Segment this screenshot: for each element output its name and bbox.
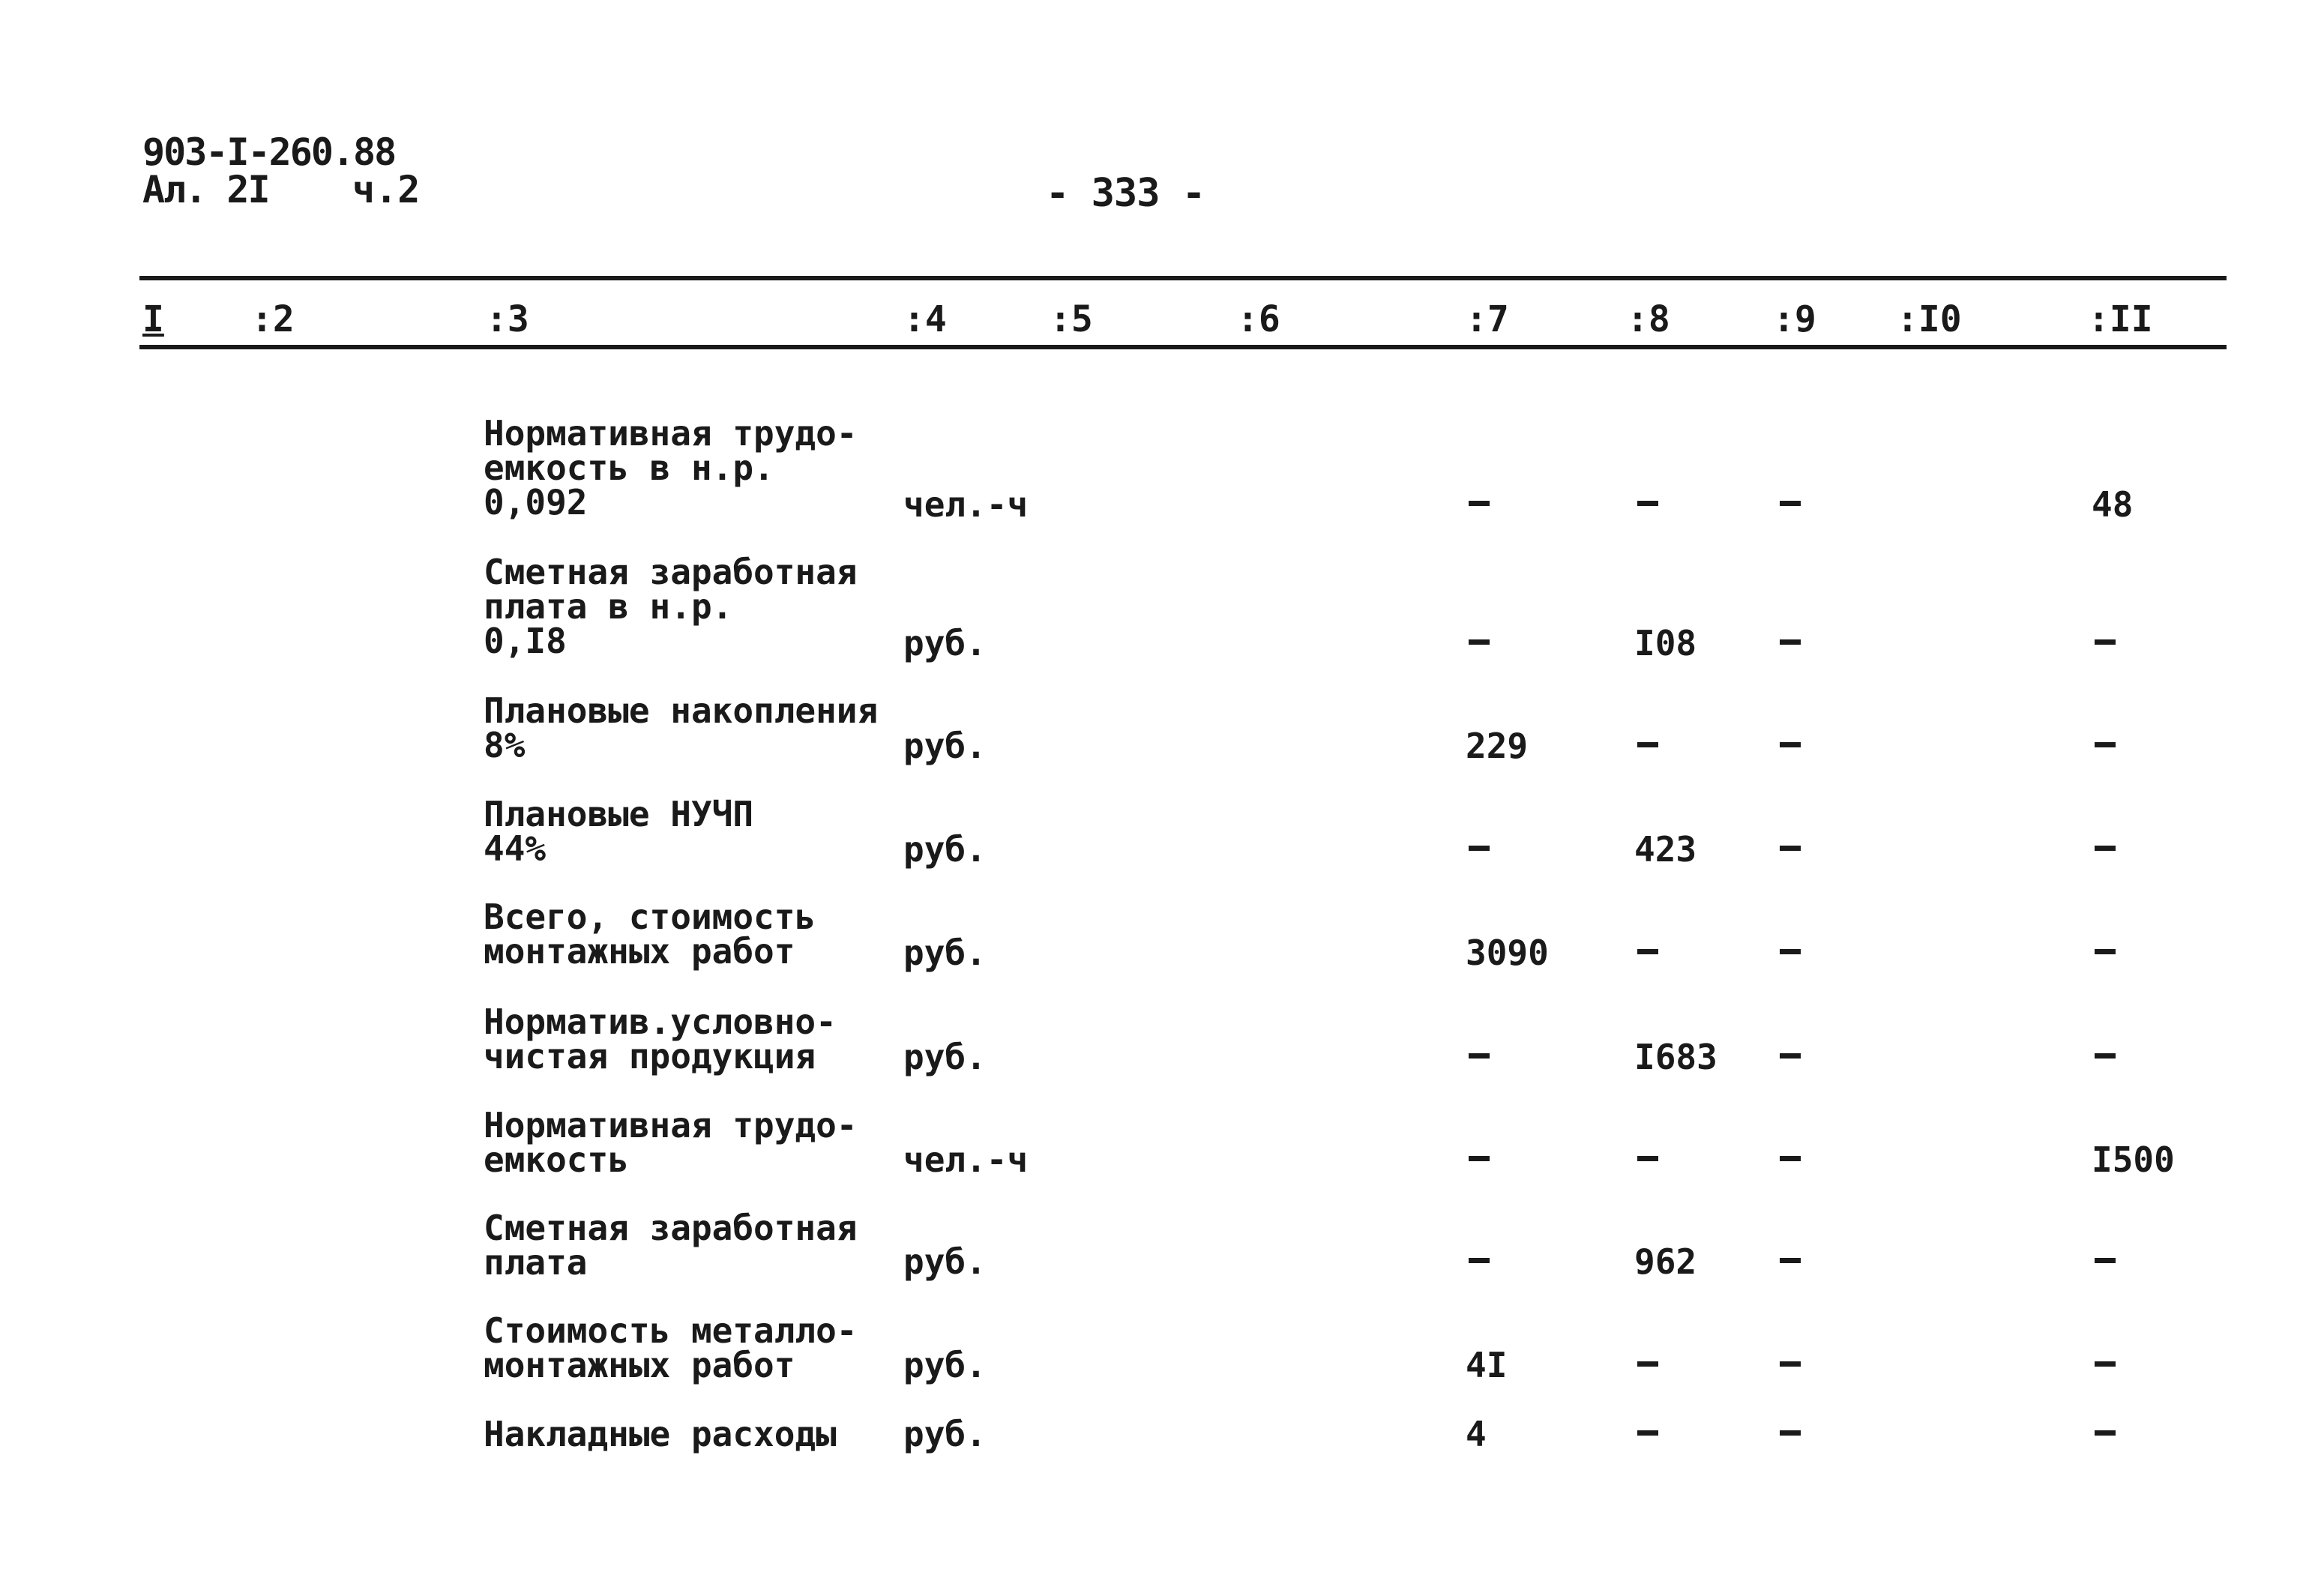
empty-value-dash	[1637, 742, 1658, 747]
empty-value-dash	[1780, 1361, 1801, 1367]
column-header-1: I	[142, 298, 164, 340]
empty-value-dash	[1780, 1156, 1801, 1161]
column-header: :I0	[1897, 298, 1962, 340]
empty-value-dash	[2095, 1053, 2116, 1059]
unit-cell: руб.	[903, 933, 987, 973]
unit-cell: руб.	[903, 1037, 987, 1077]
value-cell: I08	[1634, 623, 1697, 663]
value-cell: 4I	[1466, 1345, 1508, 1385]
value-cell: 4	[1466, 1414, 1487, 1454]
column-header: :5	[1050, 298, 1093, 340]
empty-value-dash	[1469, 1053, 1490, 1059]
column-header: :2	[251, 298, 295, 340]
row-description: Плановые накопления 8%	[484, 690, 879, 765]
empty-value-dash	[2095, 1430, 2116, 1436]
value-cell: 48	[2092, 484, 2134, 525]
unit-cell: чел.-ч	[903, 1139, 1029, 1180]
row-description: Сметная заработная плата в н.р. 0,I8	[484, 552, 858, 661]
empty-value-dash	[1469, 846, 1490, 851]
empty-value-dash	[1637, 1156, 1658, 1161]
column-header-rule	[139, 345, 2227, 349]
row-description: Плановые НУЧП 44%	[484, 794, 754, 869]
column-header: :9	[1773, 298, 1816, 340]
empty-value-dash	[1469, 1156, 1490, 1161]
row-description: Накладные расходы	[484, 1414, 837, 1454]
empty-value-dash	[1637, 1361, 1658, 1367]
empty-value-dash	[1780, 742, 1801, 747]
empty-value-dash	[2095, 1258, 2116, 1263]
empty-value-dash	[1469, 501, 1490, 506]
empty-value-dash	[1780, 949, 1801, 954]
empty-value-dash	[1780, 1258, 1801, 1263]
empty-value-dash	[1780, 1430, 1801, 1436]
value-cell: 962	[1634, 1241, 1697, 1282]
unit-cell: руб.	[903, 1414, 987, 1454]
unit-cell: руб.	[903, 1241, 987, 1282]
column-header: :8	[1627, 298, 1670, 340]
value-cell: 423	[1634, 829, 1697, 870]
part-number: ч.2	[352, 168, 421, 211]
empty-value-dash	[1780, 1053, 1801, 1059]
empty-value-dash	[1780, 639, 1801, 645]
empty-value-dash	[2095, 742, 2116, 747]
empty-value-dash	[2095, 639, 2116, 645]
row-description: Сметная заработная плата	[484, 1208, 858, 1283]
empty-value-dash	[1637, 949, 1658, 954]
value-cell: 3090	[1466, 933, 1549, 973]
empty-value-dash	[2095, 949, 2116, 954]
empty-value-dash	[1780, 846, 1801, 851]
unit-cell: руб.	[903, 1345, 987, 1385]
empty-value-dash	[1637, 1430, 1658, 1436]
value-cell: I683	[1634, 1037, 1718, 1077]
empty-value-dash	[1469, 1258, 1490, 1263]
table-top-rule	[139, 276, 2227, 280]
value-cell: 229	[1466, 726, 1529, 766]
row-description: Всего, стоимость монтажных работ	[484, 897, 816, 972]
row-description: Нормативная трудо- емкость	[484, 1105, 858, 1180]
empty-value-dash	[1780, 501, 1801, 506]
unit-cell: руб.	[903, 829, 987, 870]
empty-value-dash	[1637, 501, 1658, 506]
row-description: Стоимость металло- монтажных работ	[484, 1310, 858, 1385]
column-header: :6	[1237, 298, 1280, 340]
column-header: :7	[1466, 298, 1509, 340]
unit-cell: руб.	[903, 623, 987, 663]
column-header: :4	[903, 298, 947, 340]
row-description: Нормативная трудо- емкость в н.р. 0,092	[484, 413, 858, 523]
page-number: - 333 -	[1046, 171, 1205, 216]
unit-cell: руб.	[903, 726, 987, 766]
empty-value-dash	[1469, 639, 1490, 645]
document-code: 903-I-260.88	[142, 130, 396, 174]
empty-value-dash	[2095, 846, 2116, 851]
unit-cell: чел.-ч	[903, 484, 1029, 525]
sheet-number: Ал. 2I	[142, 168, 269, 211]
column-header: :3	[486, 298, 529, 340]
empty-value-dash	[2095, 1361, 2116, 1367]
value-cell: I500	[2092, 1139, 2175, 1180]
row-description: Норматив.условно- чистая продукция	[484, 1002, 837, 1076]
column-header: :II	[2088, 298, 2153, 340]
